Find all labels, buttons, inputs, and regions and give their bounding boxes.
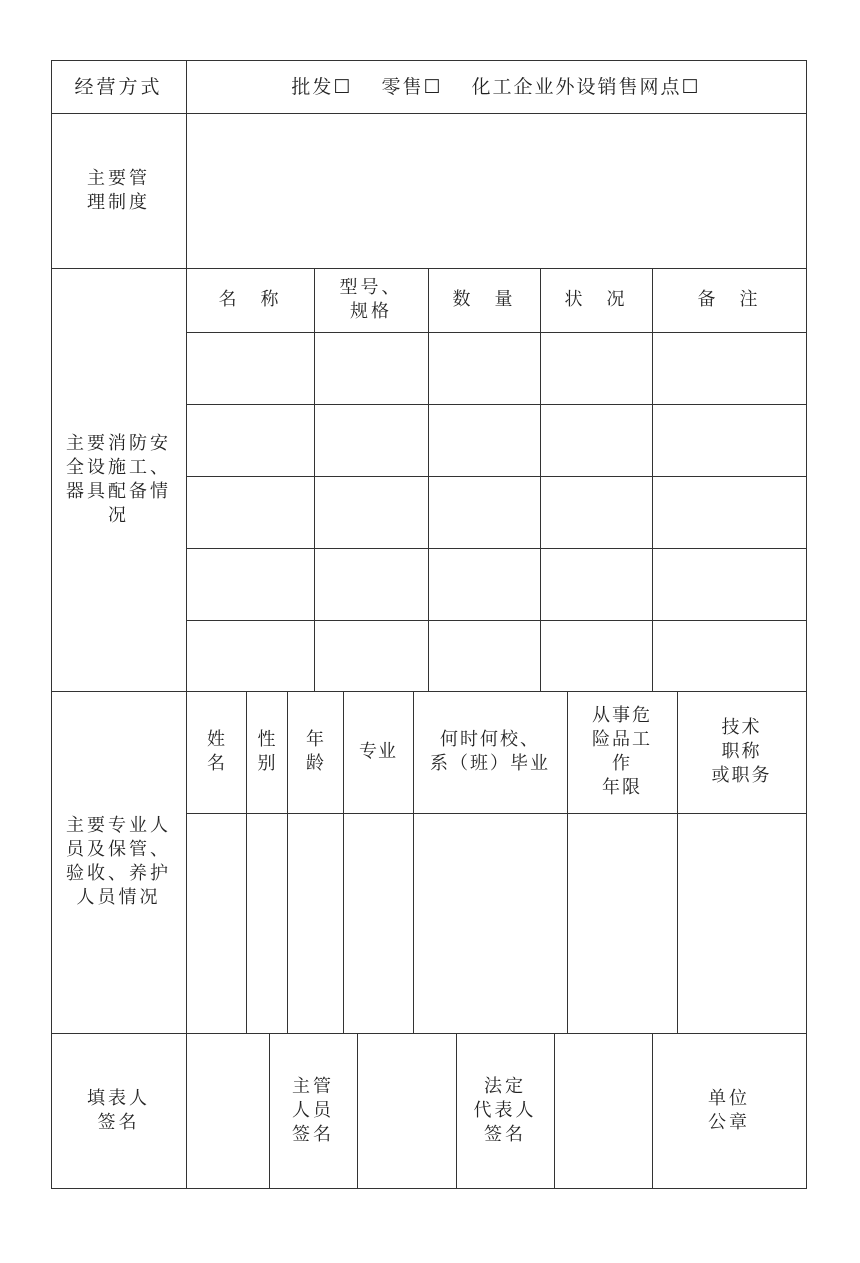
equipment-row-divider: [186, 404, 807, 405]
personnel-header-gender: 性 别: [257, 729, 276, 774]
filler-signature-field[interactable]: [187, 1034, 269, 1188]
personnel-header-major: 专业: [359, 741, 397, 762]
equipment-header-divider: [186, 332, 807, 333]
supervisor-signature-field[interactable]: [358, 1034, 456, 1188]
personnel-header-age: 年 龄: [306, 729, 324, 774]
personnel-header-title: 技术 职称 或职务: [711, 717, 772, 786]
company-seal-label: 单位 公章: [708, 1087, 750, 1133]
equipment-header-name: 名 称: [218, 289, 282, 310]
equipment-section-label: 主要消防安 全设施工、 器具配备情 况: [66, 432, 171, 526]
equipment-header-remarks: 备 注: [697, 289, 761, 310]
equipment-row-divider: [186, 548, 807, 549]
equipment-header-model: 型号、 规格: [339, 277, 403, 322]
legal-rep-signature-label: 法定 代表人 签名: [473, 1075, 537, 1145]
personnel-header-divider: [186, 813, 807, 814]
equipment-row-divider: [186, 620, 807, 621]
equipment-header-quantity: 数 量: [452, 289, 516, 310]
management-system-label: 主要管 理制度: [87, 167, 150, 213]
equipment-row-divider: [186, 476, 807, 477]
equipment-header-status: 状 况: [564, 289, 628, 310]
table-border-right: [806, 60, 807, 1189]
personnel-header-graduation: 何时何校、 系（班）毕业: [430, 729, 550, 774]
management-system-field[interactable]: [187, 114, 806, 268]
supervisor-signature-label: 主管 人员 签名: [292, 1075, 334, 1145]
business-mode-options[interactable]: 批发☐ 零售☐ 化工企业外设销售网点☐: [291, 75, 701, 98]
table-border-bottom: [51, 1188, 807, 1189]
legal-rep-signature-field[interactable]: [555, 1034, 652, 1188]
personnel-header-years: 从事危 险品工 作 年限: [592, 705, 652, 798]
personnel-section-label: 主要专业人 员及保管、 验收、养护 人员情况: [66, 815, 171, 908]
personnel-header-name: 姓 名: [207, 729, 225, 774]
business-mode-label: 经营方式: [74, 75, 163, 98]
filler-signature-label: 填表人 签名: [87, 1087, 150, 1133]
